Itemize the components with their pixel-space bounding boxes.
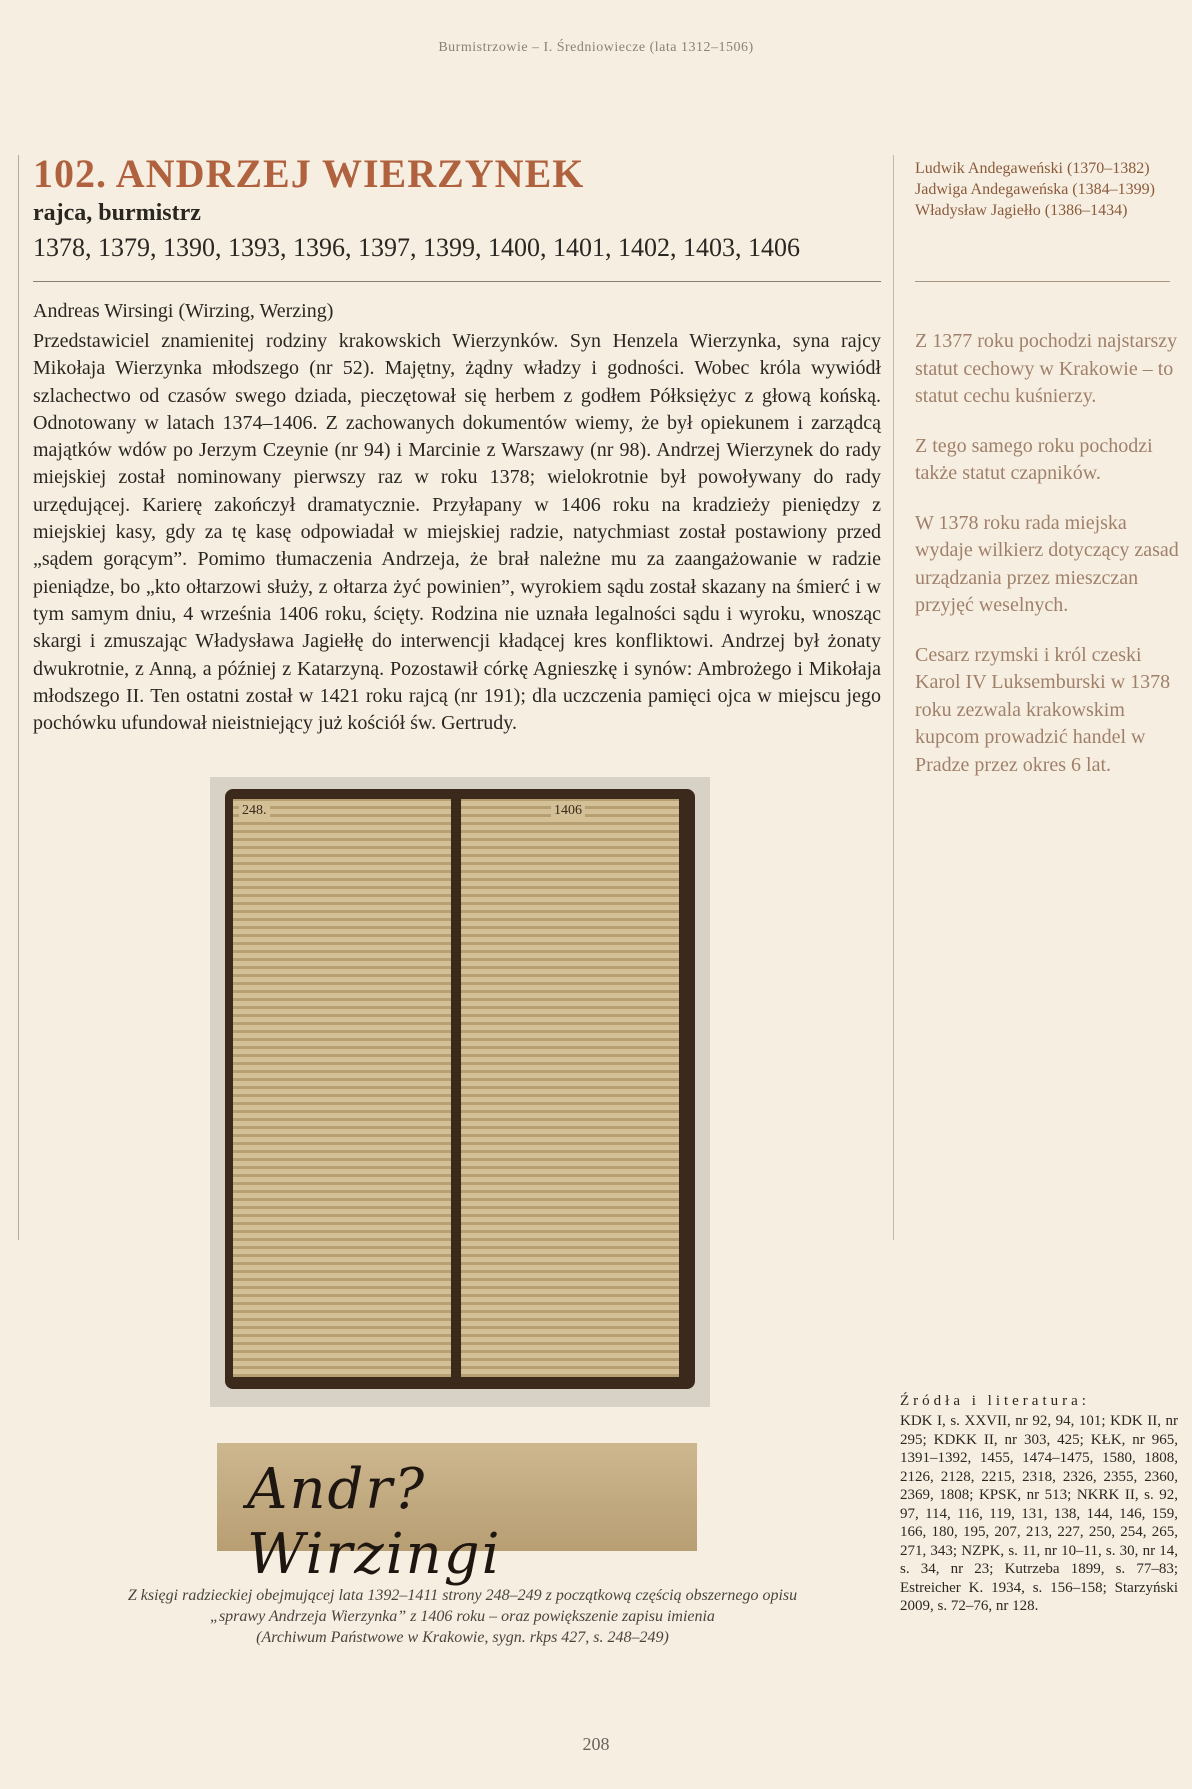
figure-caption	[60, 1585, 865, 1648]
sidebar-divider	[915, 281, 1170, 282]
side-note: Z tego samego roku pochodzi także statut czapników.	[915, 434, 1153, 484]
side-note: Z 1377 roku pochodzi najstarszy statut cechowy w Krakowie – to statut cechu kuśnierzy.	[915, 330, 1178, 407]
manuscript-page-number: 1406	[551, 803, 585, 819]
heading-divider	[33, 281, 881, 282]
left-rule	[18, 155, 19, 1240]
manuscript-left-page	[233, 799, 451, 1377]
entry-title: 102. ANDRZEJ WIERZYNEK	[33, 151, 585, 196]
side-note: Cesarz rzymski i król czeski Karol IV Luksemburski w 1378 roku zezwala krakowskim kupcom prowadzić handel w Pradze przez okres 6 lat.	[915, 643, 1171, 776]
ruler-item: Władysław Jagiełło (1386–1434)	[915, 202, 1128, 219]
side-note: W 1378 roku rada miejska wydaje wilkierz dotyczący zasad urządzania przez mieszczan przyjęć weselnych.	[915, 511, 1179, 616]
caption-line: (Archiwum Państwowe w Krakowie, sygn. rkps 427, s. 248–249)	[256, 1629, 669, 1646]
entry-body: Przedstawiciel znamienitej rodziny krakowskich Wierzynków. Syn Henzela Wierzynka, syna rajcy Mikołaja Wierzynka młodszego (nr 52). Majętny, żądny władzy i godności. Wobec króla wywiódł szlachectwo od czasów swego dziada, pieczętował się herbem z godłem Półksiężyc z głową końską. Odnotowany w latach 1374–1406. Z zachowanych dokumentów wiemy, że był opiekunem i zarządcą majątków wdów po Jerzym Czeynie (nr 94) i Marcinie z Warszawy (nr 98). Andrzej Wierzynek do rady miejskiej został nominowany pierwszy raz w roku 1378; wielokrotnie był powoływany do rady urzędującej. Karierę zakończył dramatycznie. Przyłapany w 1406 roku na kradzieży pieniędzy z miejskiej kasy, gdy za tę kasę odpowiadał w miejskiej radzie, natychmiast został postawiony przed „sądem gorącym”. Pomimo tłumaczenia Andrzeja, że brał należne mu za zaangażowanie w radzie pieniądze, bo „kto ołtarzowi służy, z ołtarza żyć powinien”, wyrokiem sądu został skazany na śmierć i w tym samym dniu, 4 września 1406 roku, ścięty. Rodzina nie uznała legalności sądu i wyroku, wnosząc skargi i zmuszając Władysława Jagiełłę do interwencji kładącej kres konfliktowi. Andrzej był żonaty dwukrotnie, z Anną, a później z Katarzyną. Pozostawił córkę Agnieszkę i synów: Ambrożego i Mikołaja młodszego II. Ten ostatni został w 1421 roku rajcą (nr 191); dla uczczenia pamięci ojca w miejscu jego pochówku ufundował nieistniejący już kościół św. Gertrudy.	[33, 330, 881, 735]
manuscript-book	[225, 789, 695, 1389]
enlarged-name-script: Andr? Wirzingi	[247, 1457, 502, 1587]
manuscript-right-page	[461, 799, 679, 1377]
column-rule	[893, 155, 894, 1240]
sources-title: Źródła i literatura:	[900, 1393, 1090, 1409]
side-notes	[915, 328, 1180, 801]
running-head: Burmistrzowie – I. Średniowiecze (lata 1312–1506)	[438, 40, 754, 55]
sources-text: KDK I, s. XXVII, nr 92, 94, 101; KDK II, nr 295; KDKK II, nr 303, 425; KŁK, nr 965, 1391–1392, 1455, 1474–1475, 1580, 1808, 2126, 2128, 2215, 2318, 2326, 2355, 2360, 2369, 1808; KPSK, nr 513; NKRK II, s. 92, 97, 114, 116, 119, 131, 138, 144, 146, 159, 166, 180, 195, 207, 213, 227, 250, 254, 265, 271, 343; NZPK, s. 11, nr 10–11, s. 30, nr 14, s. 34, nr 23; Kutrzeba 1899, s. 77–83; Estreicher K. 1934, s. 156–158; Starzyński 2009, s. 72–76, nr 128.	[900, 1413, 1178, 1614]
manuscript-photo	[210, 777, 710, 1407]
entry-subtitle: rajca, burmistrz	[33, 200, 201, 226]
entry-alias: Andreas Wirsingi (Wirzing, Werzing)	[33, 300, 334, 322]
sources-block	[900, 1393, 1178, 1616]
rulers-list	[915, 158, 1155, 221]
name-enlargement-photo	[217, 1443, 697, 1587]
page-number: 208	[582, 1734, 610, 1754]
caption-line: „sprawy Andrzeja Wierzynka” z 1406 roku – oraz powiększenie zapisu imienia	[210, 1608, 715, 1625]
manuscript-page-number: 248.	[239, 803, 270, 819]
ruler-item: Jadwiga Andegaweńska (1384–1399)	[915, 181, 1155, 198]
caption-line: Z księgi radzieckiej obejmującej lata 1392–1411 strony 248–249 z początkową częścią obszernego opisu	[127, 1587, 798, 1604]
entry-years: 1378, 1379, 1390, 1393, 1396, 1397, 1399, 1400, 1401, 1402, 1403, 1406	[33, 233, 800, 262]
ruler-item: Ludwik Andegaweński (1370–1382)	[915, 160, 1150, 177]
